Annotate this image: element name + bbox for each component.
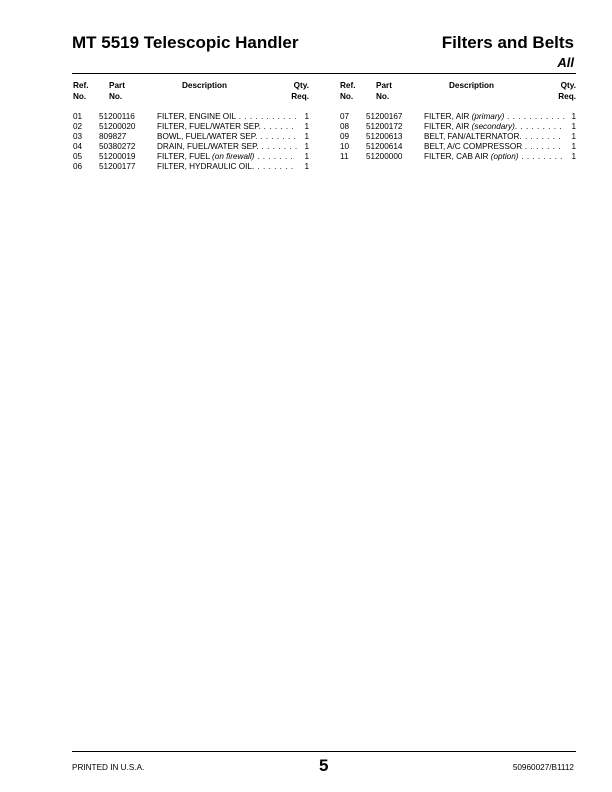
printed-in-usa: PRINTED IN U.S.A. xyxy=(72,763,145,772)
ref-number: 07 xyxy=(340,112,350,121)
table-row xyxy=(339,112,576,122)
part-note: (secondary) xyxy=(471,122,515,131)
ref-number: 08 xyxy=(340,122,350,131)
leader-dots: . . . . . . . . xyxy=(251,162,294,171)
part-description: FILTER, FUEL/WATER SEP. . . . . . . xyxy=(157,122,295,131)
header-ref: Ref. No. xyxy=(340,81,356,101)
table-row xyxy=(72,162,309,172)
header-description: Description xyxy=(182,81,228,90)
model-note: All xyxy=(557,55,574,70)
part-note: (on firewall) xyxy=(212,152,255,161)
part-description: BELT, FAN/ALTERNATOR. . . . . . . . xyxy=(424,132,562,141)
part-note: (option) xyxy=(490,152,519,161)
header-description: Description xyxy=(449,81,495,90)
page-title: MT 5519 Telescopic Handler xyxy=(72,33,299,52)
ref-number: 02 xyxy=(73,122,83,131)
quantity: 1 xyxy=(571,152,576,161)
header-qty: Qty. Req. xyxy=(558,81,576,101)
table-header xyxy=(339,78,576,102)
part-number: 51200172 xyxy=(366,122,403,131)
part-number: 51200020 xyxy=(99,122,136,131)
part-description: BOWL, FUEL/WATER SEP. . . . . . . . xyxy=(157,132,297,141)
top-rule xyxy=(72,73,576,74)
quantity: 1 xyxy=(304,162,309,171)
table-row xyxy=(72,132,309,142)
part-description: FILTER, AIR (primary) . . . . . . . . . . . xyxy=(424,112,566,121)
table-header xyxy=(72,78,309,102)
ref-number: 10 xyxy=(340,142,350,151)
header-part: Part No. xyxy=(109,81,125,101)
leader-dots: . . . . . . . xyxy=(258,142,298,151)
table-row xyxy=(72,112,309,122)
part-number: 809827 xyxy=(99,132,127,141)
leader-dots: . . . . . . . . . . . xyxy=(236,112,298,121)
part-number: 51200614 xyxy=(366,142,403,151)
part-number: 51200177 xyxy=(99,162,136,171)
ref-number: 11 xyxy=(340,152,349,161)
quantity: 1 xyxy=(304,152,309,161)
header-qty: Qty. Req. xyxy=(291,81,309,101)
quantity: 1 xyxy=(571,132,576,141)
part-description: FILTER, FUEL (on firewall) . . . . . . . xyxy=(157,152,294,161)
part-number: 51200613 xyxy=(366,132,403,141)
table-row xyxy=(72,122,309,132)
ref-number: 06 xyxy=(73,162,83,171)
page-number: 5 xyxy=(319,756,329,775)
part-description: FILTER, AIR (secondary). . . . . . . . . xyxy=(424,122,563,131)
table-row xyxy=(339,122,576,132)
part-number: 51200000 xyxy=(366,152,403,161)
table-row xyxy=(339,132,576,142)
quantity: 1 xyxy=(304,132,309,141)
table-row xyxy=(72,152,309,162)
leader-dots: . . . . . . . . xyxy=(519,132,562,141)
leader-dots: . . . . . . . . . xyxy=(514,122,563,131)
part-description: FILTER, HYDRAULIC OIL. . . . . . . . xyxy=(157,162,294,171)
part-number: 51200116 xyxy=(99,112,135,121)
leader-dots: . . . . . . . . . . . xyxy=(504,112,566,121)
parts-list-left xyxy=(72,112,309,172)
parts-table-left xyxy=(72,78,309,172)
part-number: 50380272 xyxy=(99,142,136,151)
part-description: BELT, A/C COMPRESSOR . . . . . . . xyxy=(424,142,561,151)
ref-number: 01 xyxy=(73,112,83,121)
quantity: 1 xyxy=(304,142,309,151)
part-description: FILTER, CAB AIR (option) . . . . . . . . xyxy=(424,152,563,161)
ref-number: 03 xyxy=(73,132,83,141)
quantity: 1 xyxy=(571,122,576,131)
section-title: Filters and Belts xyxy=(441,33,574,52)
table-row xyxy=(339,152,576,162)
document-number: 50960027/B1112 xyxy=(512,763,574,772)
parts-list-right xyxy=(339,112,576,162)
leader-dots: . . . . . . . xyxy=(522,142,561,151)
ref-number: 09 xyxy=(340,132,350,141)
header-ref: Ref. No. xyxy=(73,81,89,101)
table-row xyxy=(72,142,309,152)
header-part: Part No. xyxy=(376,81,392,101)
leader-dots: . . . . . . xyxy=(260,122,295,131)
part-note: (primary) xyxy=(471,112,505,121)
bottom-rule xyxy=(72,751,576,752)
part-description: FILTER, ENGINE OIL . . . . . . . . . . . xyxy=(157,112,298,121)
leader-dots: . . . . . . . xyxy=(257,132,297,141)
leader-dots: . . . . . . . xyxy=(254,152,294,161)
quantity: 1 xyxy=(571,112,576,121)
table-row xyxy=(339,142,576,152)
ref-number: 05 xyxy=(73,152,83,161)
part-number: 51200167 xyxy=(366,112,403,121)
part-description: DRAIN, FUEL/WATER SEP. . . . . . . . xyxy=(157,142,298,151)
ref-number: 04 xyxy=(73,142,83,151)
quantity: 1 xyxy=(571,142,576,151)
leader-dots: . . . . . . . . xyxy=(518,152,563,161)
quantity: 1 xyxy=(304,122,309,131)
quantity: 1 xyxy=(304,112,309,121)
parts-table-right xyxy=(339,78,576,162)
part-number: 51200019 xyxy=(99,152,136,161)
